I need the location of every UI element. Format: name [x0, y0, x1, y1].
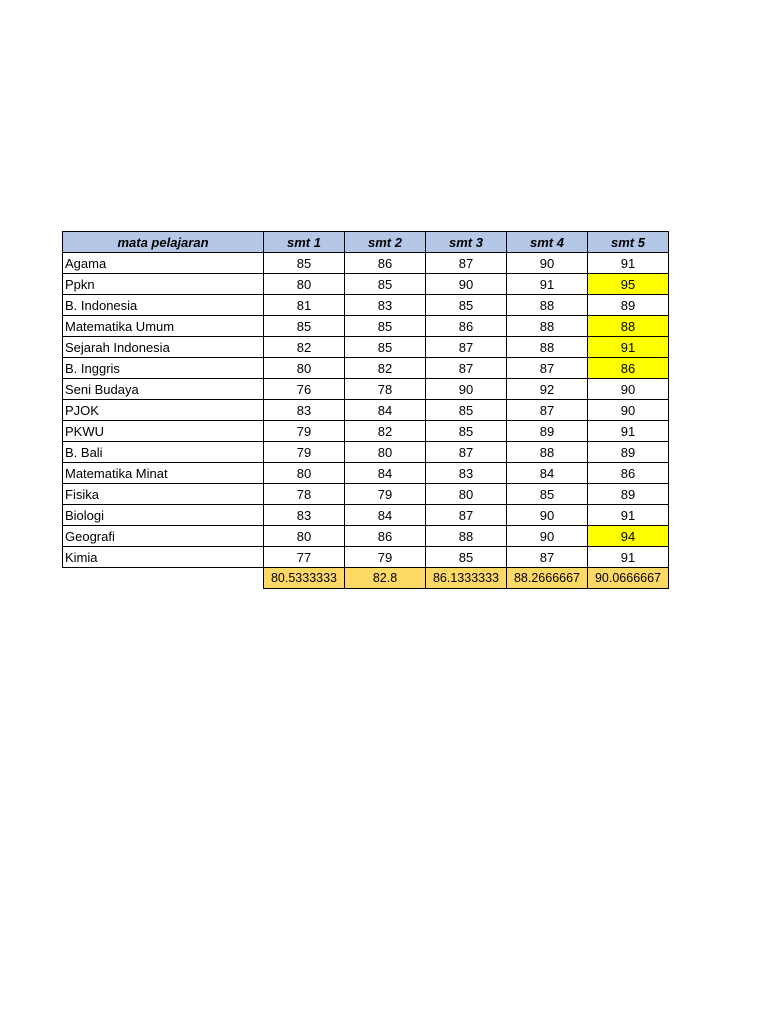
table-row: [63, 547, 669, 568]
score-cell-smt-3[interactable]: 85: [426, 295, 507, 316]
table-row: [63, 400, 669, 421]
grades-body: [63, 253, 669, 568]
subject-cell[interactable]: Seni Budaya: [63, 379, 264, 400]
score-cell-smt-4[interactable]: 84: [507, 463, 588, 484]
subject-cell[interactable]: PJOK: [63, 400, 264, 421]
score-cell-smt-5[interactable]: 86: [588, 358, 669, 379]
score-cell-smt-4[interactable]: 91: [507, 274, 588, 295]
score-cell-smt-2[interactable]: 84: [345, 400, 426, 421]
subject-cell[interactable]: Fisika: [63, 484, 264, 505]
score-cell-smt-1[interactable]: 85: [264, 316, 345, 337]
subject-cell[interactable]: Sejarah Indonesia: [63, 337, 264, 358]
score-cell-smt-2[interactable]: 80: [345, 442, 426, 463]
score-cell-smt-4[interactable]: 85: [507, 484, 588, 505]
subject-cell[interactable]: Biologi: [63, 505, 264, 526]
table-row: [63, 379, 669, 400]
score-cell-smt-1[interactable]: 80: [264, 358, 345, 379]
score-cell-smt-5[interactable]: 89: [588, 484, 669, 505]
grades-table: [62, 231, 669, 589]
score-cell-smt-5[interactable]: 88: [588, 316, 669, 337]
table-row: [63, 505, 669, 526]
score-cell-smt-3[interactable]: 87: [426, 358, 507, 379]
subject-cell[interactable]: Agama: [63, 253, 264, 274]
score-cell-smt-1[interactable]: 85: [264, 253, 345, 274]
score-cell-smt-1[interactable]: 80: [264, 463, 345, 484]
score-cell-smt-2[interactable]: 86: [345, 253, 426, 274]
score-cell-smt-1[interactable]: 79: [264, 421, 345, 442]
header-smt-4[interactable]: smt 4: [507, 232, 588, 253]
score-cell-smt-2[interactable]: 84: [345, 505, 426, 526]
score-cell-smt-2[interactable]: 86: [345, 526, 426, 547]
score-cell-smt-2[interactable]: 83: [345, 295, 426, 316]
header-subject[interactable]: mata pelajaran: [63, 232, 264, 253]
score-cell-smt-4[interactable]: 88: [507, 316, 588, 337]
score-cell-smt-4[interactable]: 92: [507, 379, 588, 400]
average-smt-3[interactable]: 86.1333333: [426, 568, 507, 589]
score-cell-smt-2[interactable]: 85: [345, 316, 426, 337]
score-cell-smt-3[interactable]: 80: [426, 484, 507, 505]
table-row: [63, 484, 669, 505]
table-row: [63, 295, 669, 316]
subject-cell[interactable]: B. Inggris: [63, 358, 264, 379]
score-cell-smt-1[interactable]: 83: [264, 505, 345, 526]
score-cell-smt-1[interactable]: 77: [264, 547, 345, 568]
score-cell-smt-5[interactable]: 91: [588, 421, 669, 442]
score-cell-smt-3[interactable]: 85: [426, 421, 507, 442]
header-smt-3[interactable]: smt 3: [426, 232, 507, 253]
table-row: [63, 253, 669, 274]
score-cell-smt-5[interactable]: 90: [588, 379, 669, 400]
table-row: [63, 358, 669, 379]
score-cell-smt-5[interactable]: 90: [588, 400, 669, 421]
average-label-cell[interactable]: [63, 568, 264, 589]
subject-cell[interactable]: PKWU: [63, 421, 264, 442]
score-cell-smt-3[interactable]: 87: [426, 253, 507, 274]
score-cell-smt-3[interactable]: 90: [426, 379, 507, 400]
score-cell-smt-3[interactable]: 85: [426, 547, 507, 568]
score-cell-smt-3[interactable]: 88: [426, 526, 507, 547]
header-smt-5[interactable]: smt 5: [588, 232, 669, 253]
subject-cell[interactable]: Matematika Minat: [63, 463, 264, 484]
subject-cell[interactable]: Geografi: [63, 526, 264, 547]
subject-cell[interactable]: Matematika Umum: [63, 316, 264, 337]
score-cell-smt-2[interactable]: 79: [345, 484, 426, 505]
average-smt-2[interactable]: 82.8: [345, 568, 426, 589]
score-cell-smt-5[interactable]: 89: [588, 442, 669, 463]
average-row: [63, 568, 669, 589]
score-cell-smt-4[interactable]: 87: [507, 358, 588, 379]
subject-cell[interactable]: Kimia: [63, 547, 264, 568]
score-cell-smt-1[interactable]: 82: [264, 337, 345, 358]
score-cell-smt-2[interactable]: 82: [345, 421, 426, 442]
subject-cell[interactable]: B. Bali: [63, 442, 264, 463]
score-cell-smt-5[interactable]: 91: [588, 253, 669, 274]
score-cell-smt-5[interactable]: 91: [588, 505, 669, 526]
score-cell-smt-5[interactable]: 94: [588, 526, 669, 547]
score-cell-smt-4[interactable]: 88: [507, 295, 588, 316]
score-cell-smt-3[interactable]: 87: [426, 337, 507, 358]
score-cell-smt-1[interactable]: 80: [264, 526, 345, 547]
table-row: [63, 421, 669, 442]
score-cell-smt-5[interactable]: 91: [588, 547, 669, 568]
score-cell-smt-1[interactable]: 76: [264, 379, 345, 400]
score-cell-smt-4[interactable]: 87: [507, 400, 588, 421]
score-cell-smt-1[interactable]: 80: [264, 274, 345, 295]
score-cell-smt-2[interactable]: 84: [345, 463, 426, 484]
score-cell-smt-3[interactable]: 83: [426, 463, 507, 484]
table-row: [63, 274, 669, 295]
score-cell-smt-4[interactable]: 90: [507, 526, 588, 547]
table-row: [63, 337, 669, 358]
subject-cell[interactable]: Ppkn: [63, 274, 264, 295]
score-cell-smt-3[interactable]: 90: [426, 274, 507, 295]
average-smt-1[interactable]: 80.5333333: [264, 568, 345, 589]
score-cell-smt-5[interactable]: 89: [588, 295, 669, 316]
score-cell-smt-4[interactable]: 90: [507, 253, 588, 274]
score-cell-smt-1[interactable]: 83: [264, 400, 345, 421]
header-row: [63, 232, 669, 253]
score-cell-smt-5[interactable]: 95: [588, 274, 669, 295]
score-cell-smt-2[interactable]: 79: [345, 547, 426, 568]
score-cell-smt-3[interactable]: 85: [426, 400, 507, 421]
score-cell-smt-4[interactable]: 90: [507, 505, 588, 526]
score-cell-smt-1[interactable]: 78: [264, 484, 345, 505]
score-cell-smt-5[interactable]: 86: [588, 463, 669, 484]
table-row: [63, 442, 669, 463]
score-cell-smt-2[interactable]: 82: [345, 358, 426, 379]
score-cell-smt-5[interactable]: 91: [588, 337, 669, 358]
score-cell-smt-3[interactable]: 86: [426, 316, 507, 337]
header-smt-1[interactable]: smt 1: [264, 232, 345, 253]
score-cell-smt-2[interactable]: 85: [345, 274, 426, 295]
subject-cell[interactable]: B. Indonesia: [63, 295, 264, 316]
score-cell-smt-4[interactable]: 87: [507, 547, 588, 568]
table-row: [63, 316, 669, 337]
score-cell-smt-2[interactable]: 78: [345, 379, 426, 400]
score-cell-smt-4[interactable]: 88: [507, 442, 588, 463]
score-cell-smt-4[interactable]: 88: [507, 337, 588, 358]
average-smt-5[interactable]: 90.0666667: [588, 568, 669, 589]
table-row: [63, 463, 669, 484]
score-cell-smt-4[interactable]: 89: [507, 421, 588, 442]
score-cell-smt-3[interactable]: 87: [426, 442, 507, 463]
header-smt-2[interactable]: smt 2: [345, 232, 426, 253]
score-cell-smt-3[interactable]: 87: [426, 505, 507, 526]
table-row: [63, 526, 669, 547]
score-cell-smt-1[interactable]: 79: [264, 442, 345, 463]
score-cell-smt-1[interactable]: 81: [264, 295, 345, 316]
score-cell-smt-2[interactable]: 85: [345, 337, 426, 358]
average-smt-4[interactable]: 88.2666667: [507, 568, 588, 589]
